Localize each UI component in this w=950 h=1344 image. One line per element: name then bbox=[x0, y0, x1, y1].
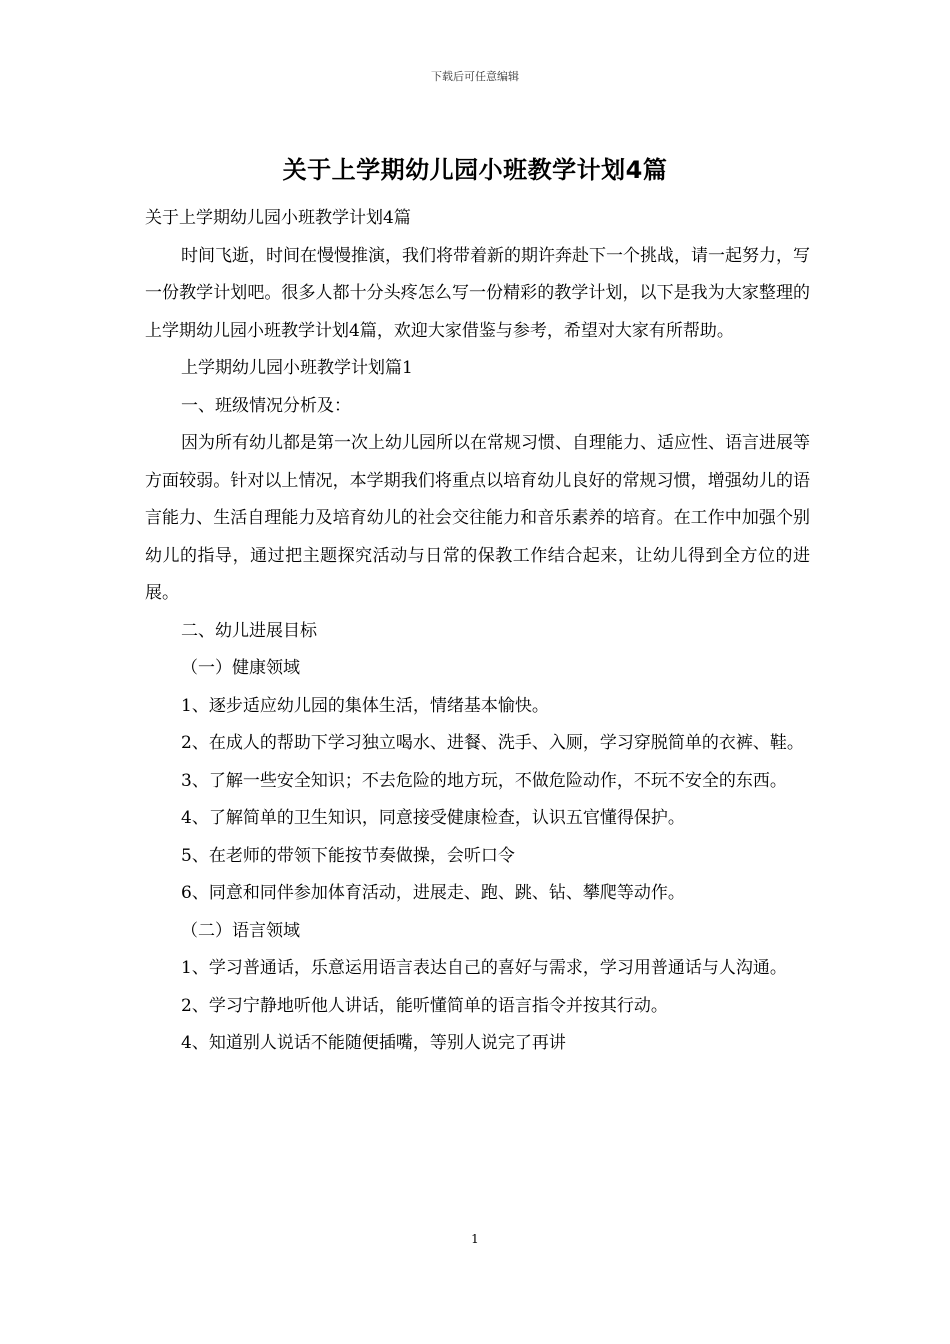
body-paragraph: 1、学习普通话，乐意运用语言表达自己的喜好与需求，学习用普通话与人沟通。 bbox=[181, 958, 787, 978]
body-paragraph: 因为所有幼儿都是第一次上幼儿园所以在常规习惯、自理能力、适应性、语言进展等方面较弱。针对以上情况，本学期我们将重点以培育幼儿良好的常规习惯，增强幼儿的语言能力、生活自理能力及培育幼儿的社会交往能力和音乐素养的培育。在工作中加强个别幼儿的指导，通过把主题探究活动与日常的保教工作结合起来，让幼儿得到全方位的进展。 bbox=[145, 433, 810, 603]
page-header-note: 下载后可任意编辑 bbox=[431, 70, 519, 83]
body-paragraph: 1、逐步适应幼儿园的集体生活，情绪基本愉快。 bbox=[181, 695, 549, 716]
body-paragraph: （二）语言领域 bbox=[181, 920, 300, 941]
body-paragraph: 关于上学期幼儿园小班教学计划4篇 bbox=[145, 208, 411, 228]
body-paragraph: 一、班级情况分析及： bbox=[181, 395, 351, 416]
body-paragraph: 时间飞逝，时间在慢慢推演，我们将带着新的期许奔赴下一个挑战，请一起努力，写一份教学计划吧。很多人都十分头疼怎么写一份精彩的教学计划，以下是我为大家整理的上学期幼儿园小班教学计划4篇，欢迎大家借鉴与参考，希望对大家有所帮助。 bbox=[145, 245, 810, 341]
body-paragraph: 4、了解简单的卫生知识，同意接受健康检查，认识五官懂得保护。 bbox=[181, 808, 685, 828]
body-paragraph: 2、在成人的帮助下学习独立喝水、进餐、洗手、入厕，学习穿脱简单的衣裤、鞋。 bbox=[181, 733, 804, 753]
body-paragraph: （一）健康领域 bbox=[181, 658, 300, 678]
document-title: 关于上学期幼儿园小班教学计划4篇 bbox=[282, 156, 668, 184]
page-number: 1 bbox=[471, 1232, 479, 1246]
body-paragraph: 4、知道别人说话不能随便插嘴，等别人说完了再讲 bbox=[181, 1033, 566, 1053]
body-paragraph: 5、在老师的带领下能按节奏做操，会听口令 bbox=[181, 845, 515, 866]
body-paragraph: 二、幼儿进展目标 bbox=[181, 620, 317, 641]
body-paragraph: 3、了解一些安全知识；不去危险的地方玩，不做危险动作，不玩不安全的东西。 bbox=[181, 770, 787, 791]
body-paragraph: 6、同意和同伴参加体育活动，进展走、跑、跳、钻、攀爬等动作。 bbox=[181, 883, 685, 903]
body-paragraph: 上学期幼儿园小班教学计划篇1 bbox=[181, 358, 413, 378]
document-body bbox=[145, 200, 810, 1063]
body-paragraph: 2、学习宁静地听他人讲话，能听懂简单的语言指令并按其行动。 bbox=[181, 995, 668, 1016]
